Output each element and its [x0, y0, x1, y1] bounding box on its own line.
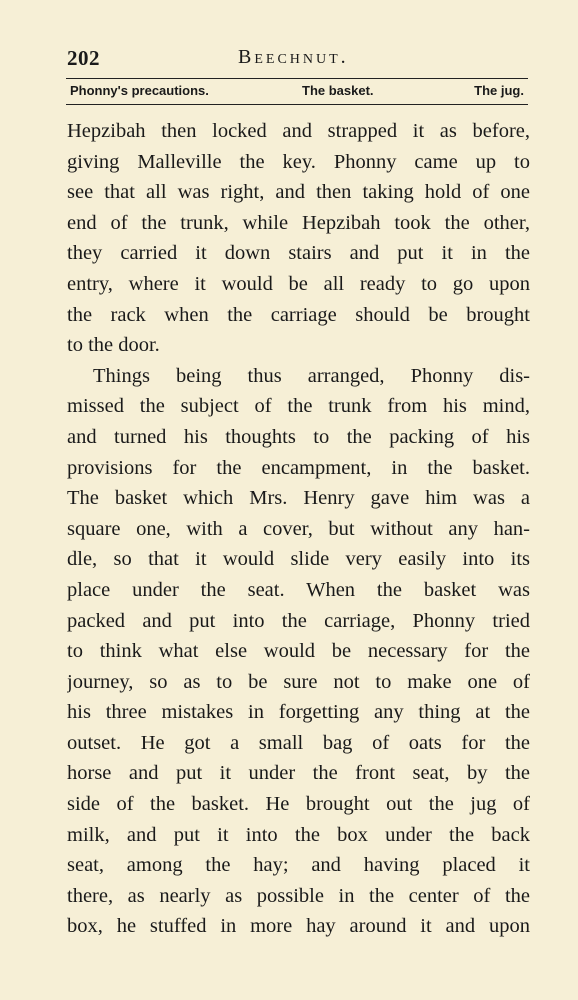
text-line: place under the seat. When the basket was — [67, 578, 530, 601]
text-line: packed and put into the carriage, Phonny tried — [67, 609, 530, 632]
text-line: and turned his thoughts to the packing of his — [67, 425, 530, 448]
header-rule — [66, 78, 528, 79]
page-number: 202 — [67, 46, 100, 70]
text-line: to the door. — [67, 334, 160, 357]
subhead-rule — [66, 104, 528, 105]
text-line: Things being thus arranged, Phonny dis- — [93, 364, 530, 387]
subhead-center: The basket. — [302, 83, 374, 98]
text-line: outset. He got a small bag of oats for the — [67, 731, 530, 754]
text-line: to think what else would be necessary for the — [67, 640, 530, 663]
subhead-left: Phonny's precautions. — [70, 83, 209, 98]
text-line: box, he stuffed in more hay around it and upon — [67, 915, 530, 938]
body-text — [67, 116, 530, 942]
text-line: entry, where it would be all ready to go upon — [67, 272, 530, 295]
text-line: his three mistakes in forgetting any thing at the — [67, 701, 530, 724]
text-line: Hepzibah then locked and strapped it as before, — [67, 120, 530, 142]
text-line: missed the subject of the trunk from his mind, — [67, 395, 530, 418]
subheads — [70, 83, 528, 103]
text-line: journey, so as to be sure not to make one of — [67, 670, 530, 693]
text-line: end of the trunk, while Hepzibah took the other, — [67, 211, 530, 234]
text-line: the rack when the carriage should be brought — [67, 303, 530, 326]
running-title: Beechnut. — [238, 46, 349, 68]
text-line: side of the basket. He brought out the jug of — [67, 793, 530, 816]
text-line: horse and put it under the front seat, by the — [67, 762, 530, 785]
text-line: seat, among the hay; and having placed it — [67, 854, 530, 877]
subhead-right: The jug. — [474, 83, 524, 98]
text-line: giving Malleville the key. Phonny came up to — [67, 150, 530, 173]
text-line: dle, so that it would slide very easily into its — [67, 548, 530, 571]
text-line: provisions for the encampment, in the basket. — [67, 456, 530, 479]
text-line: square one, with a cover, but without any han- — [67, 517, 530, 540]
text-line: they carried it down stairs and put it in the — [67, 242, 530, 265]
text-line: there, as nearly as possible in the center of the — [67, 884, 530, 907]
text-line: The basket which Mrs. Henry gave him was a — [67, 487, 530, 510]
text-line: milk, and put it into the box under the back — [67, 823, 530, 846]
text-line: see that all was right, and then taking hold of one — [67, 181, 530, 204]
